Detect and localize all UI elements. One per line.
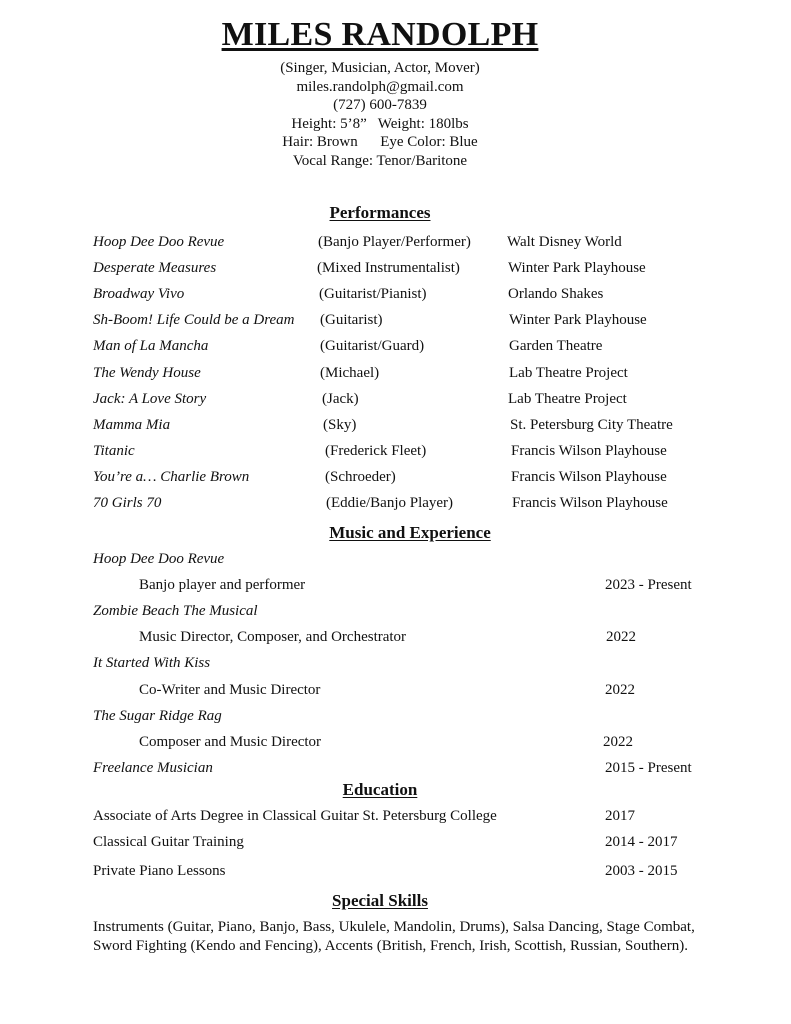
performance-show: Broadway Vivo <box>93 286 185 302</box>
stats-vocal-range: Vocal Range: Tenor/Baritone <box>292 152 468 169</box>
performance-venue: Garden Theatre <box>509 338 603 354</box>
music-title: The Sugar Ridge Rag <box>93 708 222 724</box>
performance-venue: Winter Park Playhouse <box>508 260 646 276</box>
performance-show: 70 Girls 70 <box>93 495 162 511</box>
performance-show: Hoop Dee Doo Revue <box>93 234 225 250</box>
section-heading-skills: Special Skills <box>332 891 428 910</box>
performance-role: (Frederick Fleet) <box>325 443 427 459</box>
performance-role: (Sky) <box>323 417 357 433</box>
performance-role: (Guitarist/Guard) <box>320 338 425 354</box>
contact-email: miles.randolph@gmail.com <box>296 78 464 95</box>
performance-venue: Orlando Shakes <box>508 286 604 302</box>
performance-role: (Schroeder) <box>325 469 396 485</box>
performance-show: Sh-Boom! Life Could be a Dream <box>93 312 295 328</box>
stats-hair-eyes: Hair: Brown Eye Color: Blue <box>282 134 478 150</box>
music-detail: Banjo player and performer <box>139 577 306 593</box>
performance-venue: Francis Wilson Playhouse <box>512 495 668 511</box>
music-years: 2022 <box>606 629 636 645</box>
contact-subtitle: (Singer, Musician, Actor, Mover) <box>280 60 480 76</box>
performance-venue: Francis Wilson Playhouse <box>511 443 667 459</box>
music-years: 2023 - Present <box>605 577 692 593</box>
resume-name: MILES RANDOLPH <box>221 16 539 53</box>
performance-venue: Lab Theatre Project <box>508 391 627 407</box>
performance-role: (Mixed Instrumentalist) <box>317 260 460 276</box>
performance-venue: Lab Theatre Project <box>509 365 628 381</box>
music-title: Hoop Dee Doo Revue <box>93 551 225 567</box>
performance-role: (Eddie/Banjo Player) <box>326 495 454 511</box>
performance-venue: Walt Disney World <box>507 234 622 250</box>
music-title: It Started With Kiss <box>93 655 211 671</box>
section-heading-education: Education <box>342 780 418 799</box>
education-item: Classical Guitar Training <box>93 834 244 850</box>
education-years: 2017 <box>605 808 635 824</box>
contact-phone: (727) 600-7839 <box>333 97 427 113</box>
performance-show: The Wendy House <box>93 365 201 381</box>
performance-show: Jack: A Love Story <box>93 391 207 407</box>
performance-venue: St. Petersburg City Theatre <box>510 417 673 433</box>
performance-role: (Guitarist) <box>320 312 383 328</box>
music-freelance-years: 2015 - Present <box>605 760 692 776</box>
music-detail: Co-Writer and Music Director <box>139 682 321 698</box>
stats-height-weight: Height: 5’8” Weight: 180lbs <box>291 115 469 132</box>
performance-show: Desperate Measures <box>93 260 217 276</box>
performance-show: Mamma Mia <box>93 417 171 433</box>
performance-role: (Banjo Player/Performer) <box>318 234 471 250</box>
performance-venue: Francis Wilson Playhouse <box>511 469 667 485</box>
music-years: 2022 <box>605 682 635 698</box>
performance-show: You’re a… Charlie Brown <box>93 469 250 485</box>
education-item: Associate of Arts Degree in Classical Guitar St. Petersburg College <box>93 808 497 824</box>
performance-venue: Winter Park Playhouse <box>509 312 647 328</box>
performance-role: (Jack) <box>322 391 359 407</box>
skills-text: Instruments (Guitar, Piano, Banjo, Bass, Ukulele, Mandolin, Drums), Salsa Dancing, Stage Combat, Sword Fighting (Kendo and Fencing), Accents (British, French, Irish, Scottish, Russian, Southern). <box>93 919 695 954</box>
section-heading-music: Music and Experience <box>329 523 491 542</box>
performance-role: (Michael) <box>320 365 380 381</box>
education-years: 2003 - 2015 <box>605 863 678 879</box>
performance-role: (Guitarist/Pianist) <box>319 286 427 302</box>
music-detail: Music Director, Composer, and Orchestrator <box>139 629 407 645</box>
education-item: Private Piano Lessons <box>93 863 226 879</box>
music-detail: Composer and Music Director <box>139 734 322 750</box>
music-title: Zombie Beach The Musical <box>93 603 258 619</box>
music-freelance-title: Freelance Musician <box>93 760 213 776</box>
performance-show: Man of La Mancha <box>93 338 209 354</box>
section-heading-performances: Performances <box>329 203 431 222</box>
education-years: 2014 - 2017 <box>605 834 678 850</box>
performance-show: Titanic <box>93 443 135 459</box>
music-years: 2022 <box>603 734 633 750</box>
